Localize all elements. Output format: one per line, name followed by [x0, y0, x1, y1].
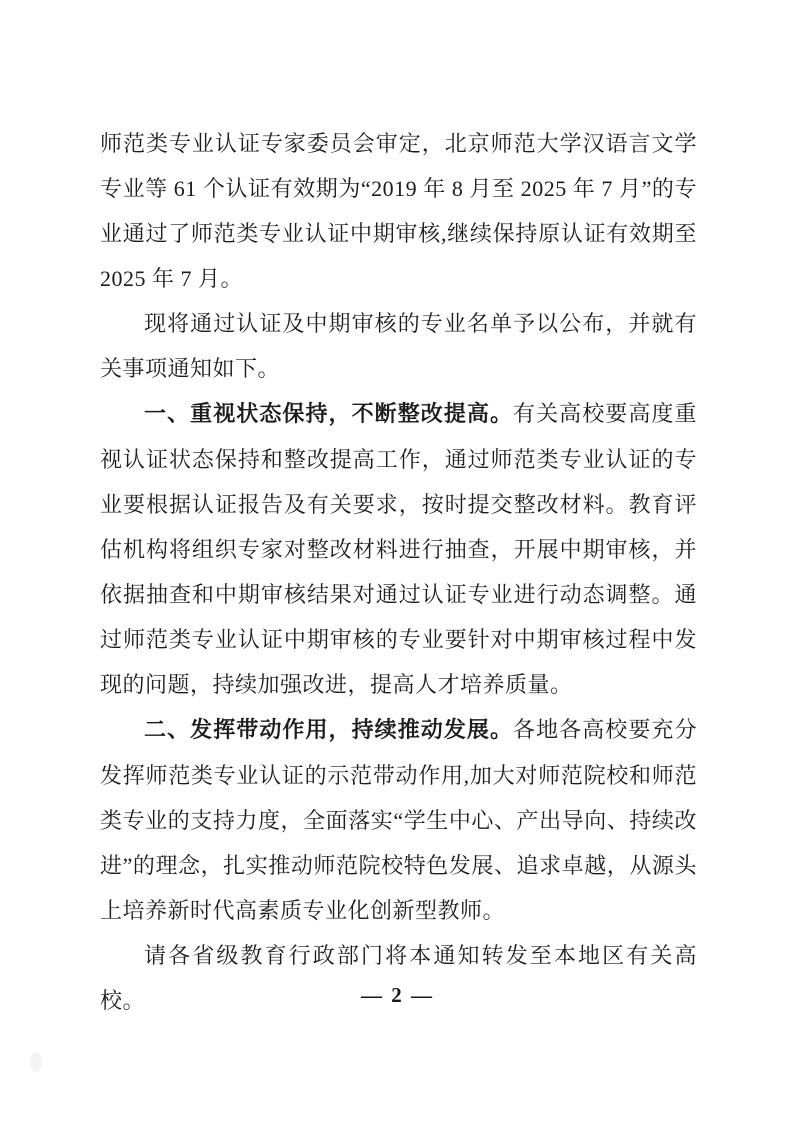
page-number: — 2 — [361, 983, 434, 1007]
body-text: 有关高校要高度重视认证状态保持和整改提高工作，通过师范类专业认证的专业要根据认证报告及有关要求，按时提交整改材料。教育评估机构将组织专家对整改材料进行抽查，开展中期审核，并依据抽查和中期审核结果对通过认证专业进行动态调整。通过师范类专业认证中期审核的专业要针对中期审核过程中发现的问题，持续加强改进，提高人才培养质量。 [100, 401, 697, 697]
body-text: 师范类专业认证专家委员会审定，北京师范大学汉语言文学专业等 61 个认证有效期为“2019 年 8 月至 2025 年 7 月”的专业通过了师范类专业认证中期审核,继续保持原认证有效期至 2025 年 7 月。 [100, 131, 697, 291]
paragraph [100, 301, 697, 391]
section-heading-text: 二、发挥带动作用，持续推动发展。 [144, 718, 514, 743]
paragraph [100, 933, 697, 1023]
body-text: 现将通过认证及中期审核的专业名单予以公布，并就有关事项通知如下。 [100, 311, 697, 381]
paragraph [100, 391, 697, 707]
document-body [100, 121, 697, 1023]
paragraph-continued [100, 121, 697, 301]
section-heading-text: 一、重视状态保持，不断整改提高。 [144, 402, 514, 427]
body-text: 请各省级教育行政部门将本通知转发至本地区有关高校。 [100, 943, 697, 1013]
paragraph [100, 707, 697, 933]
scan-artifact [30, 1052, 42, 1072]
body-text: 各地各高校要充分发挥师范类专业认证的示范带动作用,加大对师范院校和师范类专业的支持力度，全面落实“学生中心、产出导向、持续改进”的理念，扎实推动师范院校特色发展、追求卓越，从源头上培养新时代高素质专业化创新型教师。 [100, 717, 697, 923]
